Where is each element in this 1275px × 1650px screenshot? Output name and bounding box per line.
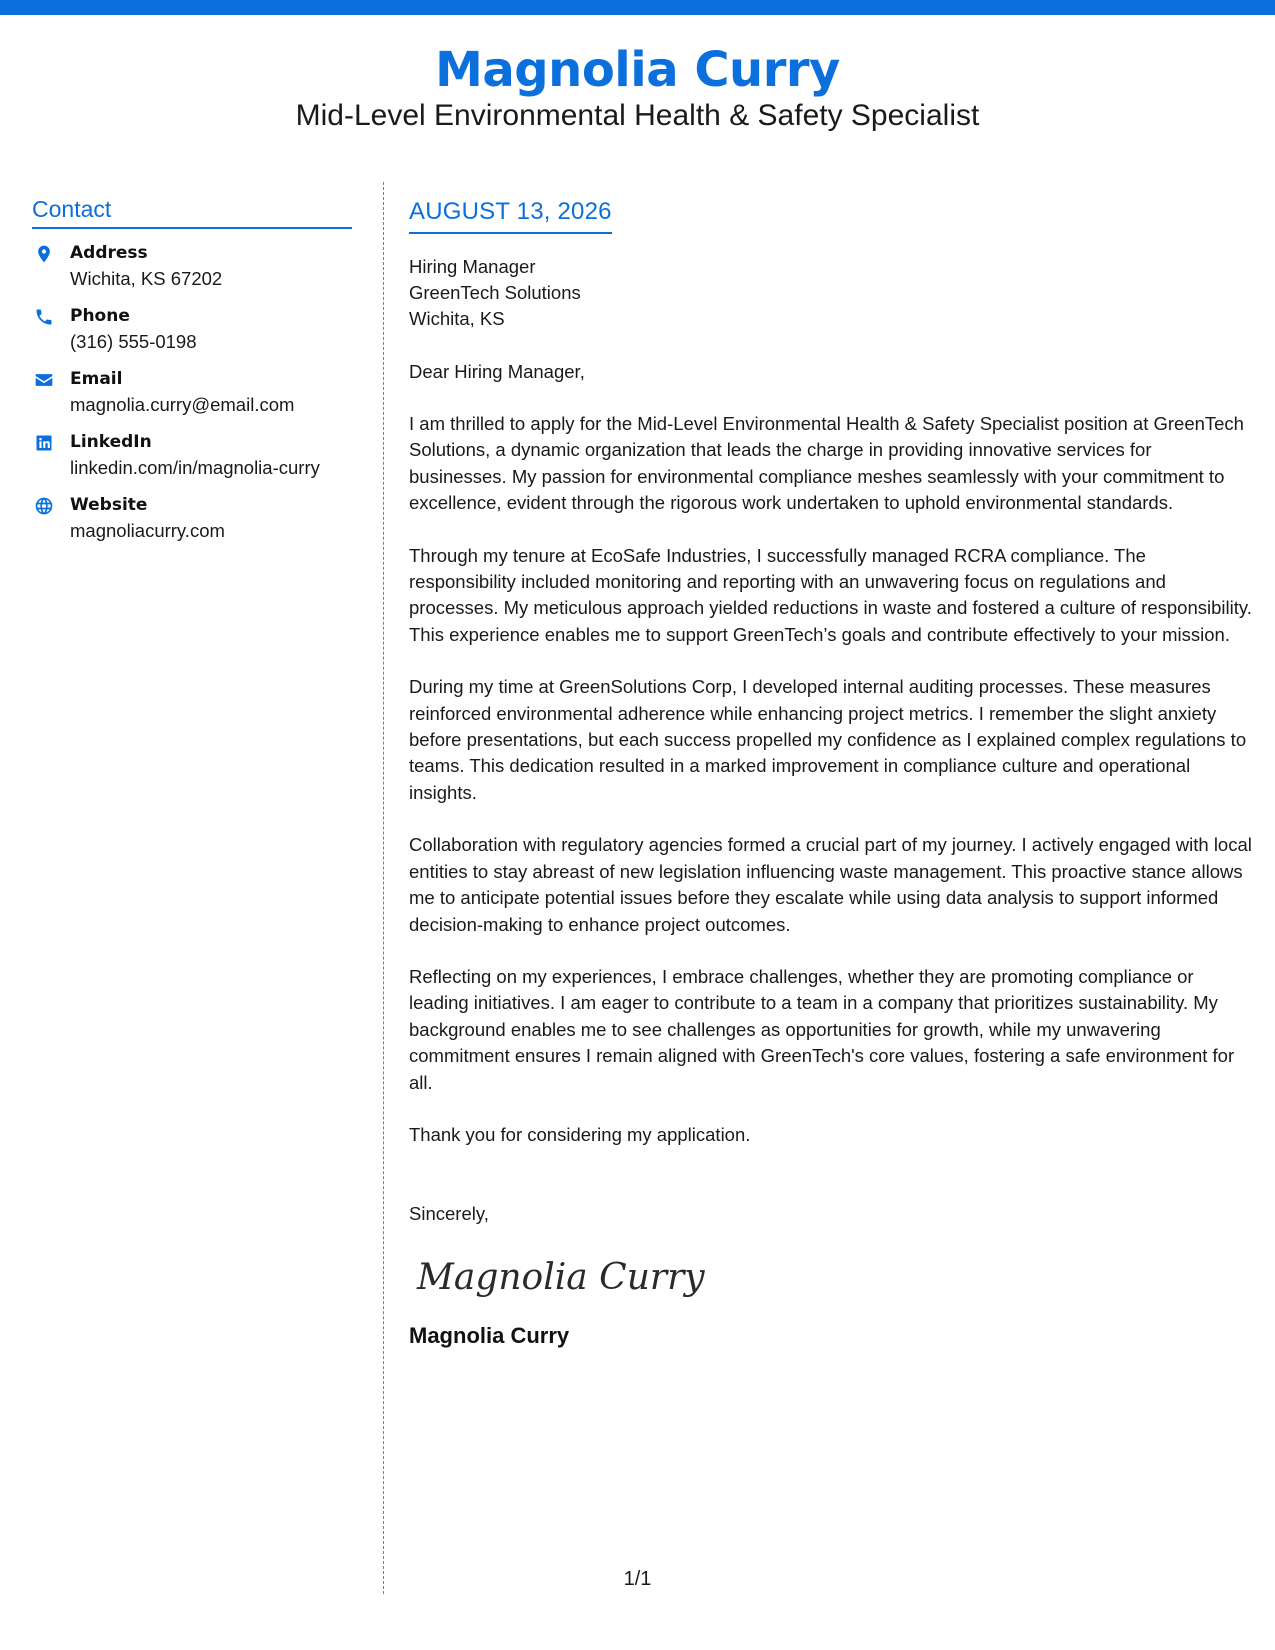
envelope-icon (32, 368, 56, 392)
letter-paragraph: I am thrilled to apply for the Mid-Level Environmental Health & Safety Specialist position at GreenTech Solutions, a dynamic organization that leads the charge in providing innovative services for businesses. My passion for environmental compliance meshes seamlessly with your commitment to excellence, evident through the rigorous work undertaken to uphold environmental standards. (409, 413, 1244, 514)
contact-label: Email (70, 369, 123, 389)
contact-sidebar (32, 196, 352, 556)
applicant-name: Magnolia Curry (435, 42, 840, 98)
page-number: 1/1 (623, 1568, 652, 1590)
job-title: Mid-Level Environmental Health & Safety Specialist (295, 99, 980, 132)
column-divider (383, 182, 384, 1594)
contact-value: (316) 555-0198 (70, 331, 197, 352)
contact-label: Phone (70, 306, 130, 326)
signature-mark: Magnolia Curry (417, 1257, 705, 1299)
contact-item-linkedin (32, 430, 352, 480)
letter-paragraph: During my time at GreenSolutions Corp, I developed internal auditing processes. These measures reinforced environmental adherence while enhancing project metrics. I remember the slight anxiety before presentations, but each success propelled my confidence as I explained complex regulations to teams. This dedication resulted in a marked improvement in compliance culture and operational insights. (409, 676, 1247, 803)
salutation: Dear Hiring Manager, (409, 361, 585, 382)
contact-item-address (32, 241, 352, 291)
contact-list (32, 241, 352, 543)
globe-icon (32, 494, 56, 518)
recipient-line: Hiring Manager (409, 256, 536, 277)
phone-icon (32, 305, 56, 329)
contact-value: magnolia.curry@email.com (70, 394, 295, 415)
contact-label: Address (70, 243, 148, 263)
letter-paragraph: Through my tenure at EcoSafe Industries, I successfully managed RCRA compliance. The responsibility included monitoring and reporting with an unwavering focus on regulations and processes. My meticulous approach yielded reductions in waste and fostered a culture of responsibility. This experience enables me to support GreenTech’s goals and contribute effectively to your mission. (409, 544, 1252, 645)
contact-label: LinkedIn (70, 432, 152, 452)
letter-body (409, 198, 1254, 1349)
letter-paragraph: Reflecting on my experiences, I embrace challenges, whether they are promoting compliance or leading initiatives. I am eager to contribute to a team in a company that prioritizes sustainability. My background enables me to see challenges as opportunities for growth, while my unwavering commitment ensures I remain aligned with GreenTech's core values, fostering a safe environment for all. (409, 965, 1235, 1093)
signer-name: Magnolia Curry (409, 1323, 570, 1349)
contact-item-phone (32, 304, 352, 354)
contact-heading: Contact (32, 196, 352, 229)
linkedin-icon (32, 431, 56, 455)
top-accent-bar (0, 0, 1275, 15)
recipient-block (409, 254, 1254, 332)
recipient-line: Wichita, KS (409, 308, 505, 329)
recipient-line: GreenTech Solutions (409, 282, 581, 303)
letter-paragraph: Collaboration with regulatory agencies formed a crucial part of my journey. I actively engaged with local entities to stay abreast of new legislation influencing waste management. This proactive stance allows me to anticipate potential issues before they escalate while using data analysis to support informed decision-making to enhance project outcomes. (409, 834, 1252, 935)
location-pin-icon (32, 242, 56, 266)
contact-value: magnoliacurry.com (70, 520, 225, 541)
contact-value: Wichita, KS 67202 (70, 268, 223, 289)
header (0, 40, 1275, 134)
letter-paragraph: Thank you for considering my application. (409, 1123, 751, 1145)
closing: Sincerely, (409, 1203, 489, 1225)
contact-label: Website (70, 495, 148, 515)
letter-date: AUGUST 13, 2026 (409, 198, 612, 234)
contact-value: linkedin.com/in/magnolia-curry (70, 457, 320, 478)
handwritten-signature (413, 1245, 705, 1309)
contact-item-email (32, 367, 352, 417)
contact-item-website (32, 493, 352, 543)
